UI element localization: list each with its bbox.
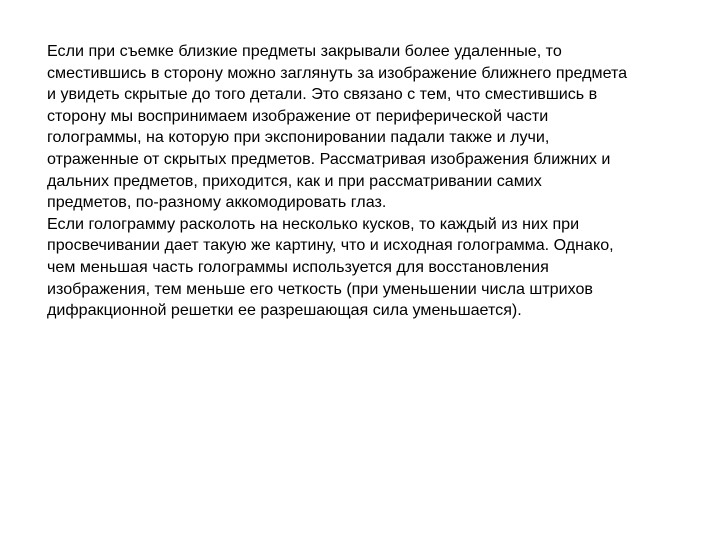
text-line: Если голограмму расколоть на несколько кусков, то каждый из них при bbox=[47, 214, 580, 233]
text-line: голограммы, на которую при экспонировании падали также и лучи, bbox=[47, 128, 550, 147]
text-line: предметов, по-разному аккомодировать глаз. bbox=[47, 193, 387, 212]
text-body bbox=[47, 41, 687, 322]
paragraph-fragments bbox=[47, 214, 687, 322]
text-line: и увидеть скрытые до того детали. Это связано с тем, что сместившись в bbox=[47, 85, 598, 104]
text-line: чем меньшая часть голограммы используется для восстановления bbox=[47, 257, 549, 276]
text-line: Если при съемке близкие предметы закрывали более удаленные, то bbox=[47, 42, 562, 60]
text-line: отраженные от скрытых предметов. Рассматривая изображения ближних и bbox=[47, 149, 611, 168]
text-line: просвечивании дает такую же картину, что и исходная голограмма. Однако, bbox=[47, 236, 614, 255]
text-line: сторону мы воспринимаем изображение от периферической части bbox=[47, 106, 549, 125]
text-line: дифракционной решетки ее разрешающая сила уменьшается). bbox=[47, 301, 522, 320]
text-line: изображения, тем меньше его четкость (при уменьшении числа штрихов bbox=[47, 279, 593, 298]
text-line: дальних предметов, приходится, как и при рассматривании самих bbox=[47, 171, 542, 190]
paragraph-parallax bbox=[47, 41, 687, 214]
text-line: сместившись в сторону можно заглянуть за изображение ближнего предмета bbox=[47, 63, 628, 82]
